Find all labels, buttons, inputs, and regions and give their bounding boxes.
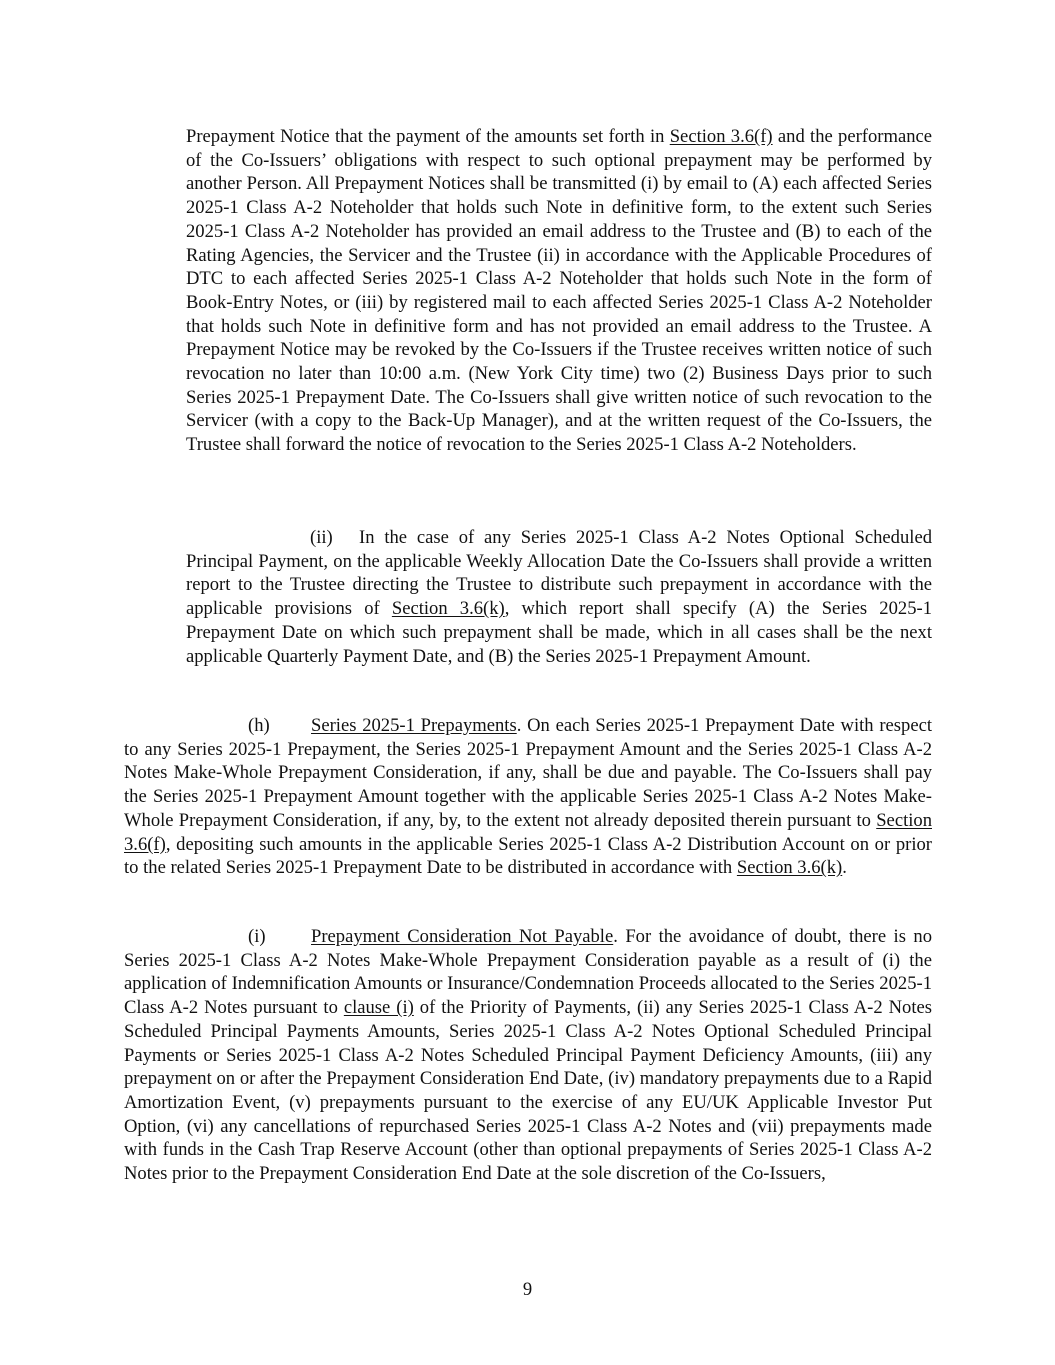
paragraph-number: (h)	[248, 715, 270, 736]
paragraph-number: (ii)	[310, 527, 333, 548]
paragraph-ii	[186, 526, 932, 668]
text-run: and the performance of the Co-Issuers’ obligations with respect to such optional prepayment may be performed by another Person. All Prepayment Notices shall be transmitted (i) by email to (A) each affected Series 2025-1 Class A-2 Noteholder that holds such Note in definitive form, to the extent such Series 2025-1 Class A-2 Noteholder has provided an email address to the Trustee and (B) to each of the Rating Agencies, the Servicer and the Trustee (ii) in accordance with the Applicable Procedures of DTC to each affected Series 2025-1 Class A-2 Noteholder that holds such Note in the form of Book-Entry Notes, or (iii) by registered mail to each affected Series 2025-1 Class A-2 Noteholder that holds such Note in definitive form and has not provided an email address to the Trustee. A Prepayment Notice may be revoked by the Co-Issuers if the Trustee receives written notice of such revocation no later than 10:00 a.m. (New York City time) two (2) Business Days prior to such Series 2025-1 Prepayment Date. The Co-Issuers shall give written notice of such revocation to the Servicer (with a copy to the Back-Up Manager), and at the written request of the Co-Issuers, the Trustee shall forward the notice of revocation to the Series 2025-1 Class A-2 Noteholders.	[186, 126, 932, 456]
text-run: In the case of any Series 2025-1 Class A-2 Notes Optional Scheduled Principal Payment, on the applicable Weekly Allocation Date the Co-Issuers shall provide a written report to the Trustee directing the Trustee to distribute such prepayment in accordance with the applicable provisions of	[186, 527, 932, 620]
text-run: . On each Series 2025-1 Prepayment Date with respect to any Series 2025-1 Prepayment, the Series 2025-1 Prepayment Amount and the Series 2025-1 Class A-2 Notes Make-Whole Prepayment Consideration, if any, shall be due and payable. The Co-Issuers shall pay the Series 2025-1 Prepayment Amount together with the applicable Series 2025-1 Class A-2 Notes Make-Whole Prepayment Consideration, if any, by, to the extent not already deposited therein pursuant to	[124, 715, 932, 831]
text-run: Prepayment Notice that the payment of the amounts set forth in	[186, 126, 670, 147]
section-reference-3-6-f: Section 3.6(f)	[669, 126, 773, 147]
text-run: .	[842, 857, 847, 879]
page-number: 9	[522, 1279, 533, 1300]
section-reference-3-6-k: Section 3.6(k)	[391, 598, 505, 620]
text-run: , depositing such amounts in the applicable Series 2025-1 Class A-2 Distribution Account on or prior to the related Series 2025-1 Prepayment Date to be distributed in accordance with	[124, 833, 932, 879]
section-reference-3-6-k: Section 3.6(k)	[736, 857, 843, 879]
section-heading: Prepayment Consideration Not Payable	[311, 926, 614, 947]
section-heading: Series 2025-1 Prepayments	[311, 715, 517, 736]
paragraph-h	[124, 714, 932, 880]
paragraph-i	[124, 925, 932, 1186]
text-run: , which report shall specify (A) the Series 2025-1 Prepayment Date on which such prepayment shall be made, which in all cases shall be the next applicable Quarterly Payment Date, and (B) the Series 2025-1 Prepayment Amount.	[186, 598, 932, 667]
paragraph-prepayment-notice	[186, 125, 932, 457]
section-reference-3-6-f: Section 3.6(f)	[124, 809, 932, 855]
clause-reference: clause (i)	[343, 997, 414, 1019]
paragraph-number: (i)	[248, 926, 266, 947]
text-run: of the Priority of Payments, (ii) any Series 2025-1 Class A-2 Notes Scheduled Principal Payments Amounts, Series 2025-1 Class A-2 Notes Optional Scheduled Principal Payments or Series 2025-1 Class A-2 Notes Scheduled Principal Payment Deficiency Amounts, (iii) any prepayment on or after the Prepayment Consideration End Date, (iv) mandatory prepayments due to a Rapid Amortization Event, (v) prepayments pursuant to the exercise of any EU/UK Applicable Investor Put Option, (vi) any cancellations of repurchased Series 2025-1 Class A-2 Notes and (vii) prepayments made with funds in the Cash Trap Reserve Account (other than optional prepayments of Series 2025-1 Class A-2 Notes prior to the Prepayment Consideration End Date at the sole discretion of the Co-Issuers,	[124, 997, 932, 1185]
text-run: . For the avoidance of doubt, there is no Series 2025-1 Class A-2 Notes Make-Whole Prepayment Consideration payable as a result of (i) the application of Indemnification Amounts or Insurance/Condemnation Proceeds allocated to the Series 2025-1 Class A-2 Notes pursuant to	[124, 926, 932, 1019]
